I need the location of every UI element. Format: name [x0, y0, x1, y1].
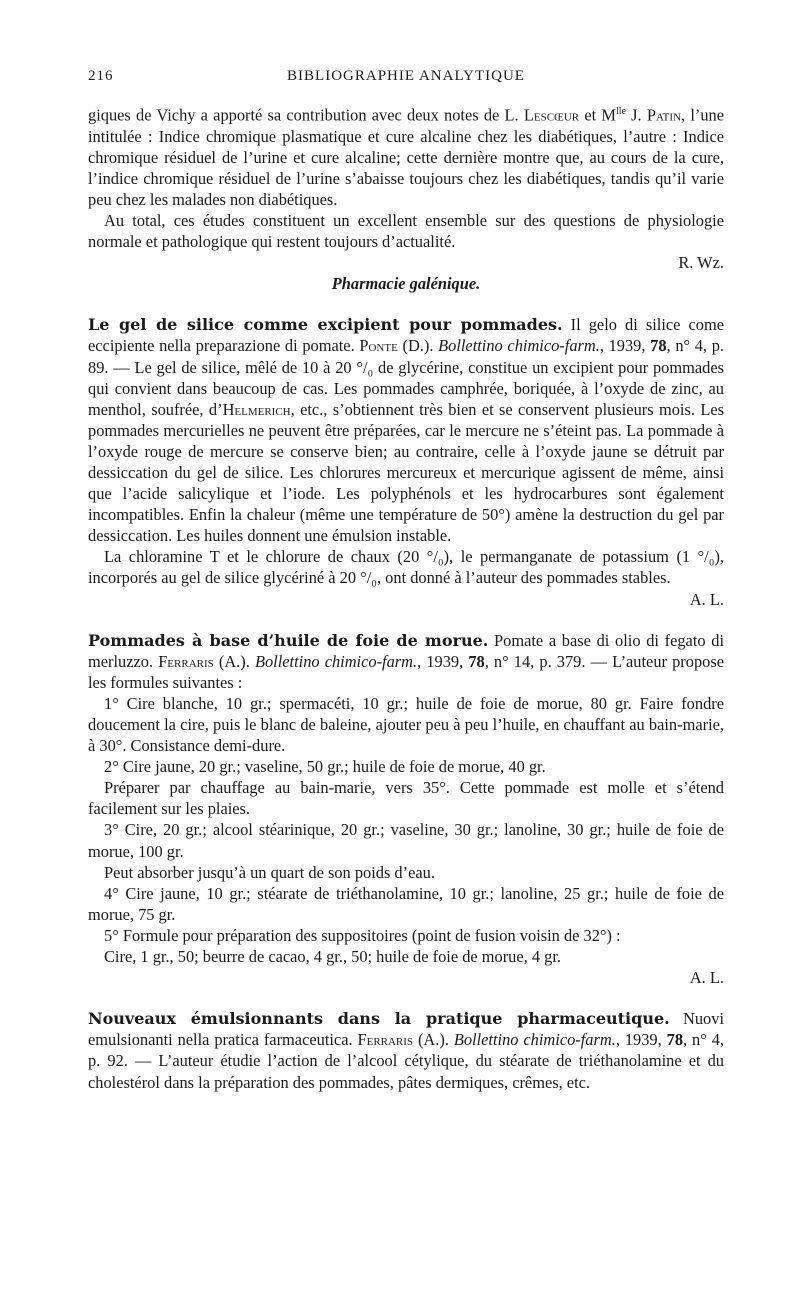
section-title: Pharmacie galénique.: [331, 274, 481, 294]
article-signature: A. L.: [689, 968, 724, 988]
page-number: 216: [88, 68, 114, 84]
formula-5: 5° Formule pour préparation des suppositoires (point de fusion voisin de 32°) :: [104, 925, 621, 945]
formula-5-detail: Cire, 1 gr., 50; beurre de cacao, 4 gr., 50; huile de foie de morue, 4 gr.: [104, 947, 561, 967]
article-title: Pommades à base d’huile de foie de morue.: [88, 630, 489, 650]
article-gel-silice: [88, 314, 724, 609]
article-title: Nouveaux émulsionnants dans la pratique pharmaceutique.: [88, 1009, 670, 1029]
article-paragraph: Pommades à base d’huile de foie de morue. Pomate a base di olio di fegato di merluzzo. Ferraris (A.). Bollettino chimico-farm., 1939, 78, n° 14, p. 379. — L’auteur propose les formules suivantes :: [88, 630, 725, 692]
formula-3-note: Peut absorber jusqu’à un quart de son poids d’eau.: [104, 862, 435, 882]
formula-4: 4° Cire jaune, 10 gr.; stéarate de triéthanolamine, 10 gr.; lanoline, 25 gr.; huile de foie de morue, 75 gr.: [88, 883, 724, 924]
intro-paragraph: giques de Vichy a apporté sa contribution avec deux notes de L. Lescœur et $M^{lle}$ J. Patin, l’une intitulée : Indice chromique plasmatique et cure alcaline chez les diabétiques, l’autre : Indice chromique résiduel de l’urine et cure alcaline; cette dernière montre que, au cours de la cure, l’indice chromique résiduel de l’urine s’abaisse toujours chez les diabétiques, tandis qu’il varie peu chez les malades non diabétiques.: [88, 105, 725, 209]
intro-signature: R. Wz.: [678, 253, 724, 273]
article-paragraph: La chloramine T et le chlorure de chaux (20 °/₀), le permanganate de potassium (1 °/₀), incorporés au gel de silice glycériné à 20 °/₀, ont donné à l’auteur des pommades stables.: [88, 547, 724, 588]
article-signature: A. L.: [689, 589, 724, 609]
article-paragraph: Le gel de silice comme excipient pour pommades. Il gelo di silice come eccipiente nella preparazione di pomate. Ponte (D.). Bollettino chimico-farm., 1939, 78, n° 4, p. 89. — Le gel de silice, mêlé de 10 à 20 °/₀ de glycérine, constitue un excipient pour pommades qui convient dans beaucoup de cas. Les pommades camphrée, boriquée, à l’oxyde de zinc, au menthol, soufrée, d’Helmerich, etc., s’obtiennent très bien et se conservent plusieurs mois. Les pommades mercurielles ne peuvent être préparées, car le mercure ne s’éteint pas. La pommade à l’oxyde rouge de mercure se conserve bien; au contraire, celle à l’oxyde jaune se détruit par dessiccation du gel de silice. Les chlorures mercureux et mercurique agissent de même, ainsi que l’acide salicylique et l’iode. Les polyphénols et les hydrocarbures sont également incompatibles. Enfin la chaleur (même une température de 50°) amène la destruction du gel par dessiccation. Les huiles donnent une émulsion instable.: [88, 315, 724, 546]
page-header: [88, 68, 724, 92]
running-title: BIBLIOGRAPHIE ANALYTIQUE: [287, 68, 525, 84]
formula-2-note: Préparer par chauffage au bain-marie, vers 35°. Cette pommade est molle et s’étend facilement sur les plaies.: [88, 778, 724, 819]
article-huile-foie-morue: [88, 630, 724, 989]
article-title: Le gel de silice comme excipient pour pommades.: [88, 315, 563, 335]
article-paragraph: Nouveaux émulsionnants dans la pratique pharmaceutique. Nuovi emulsionanti nella pratica farmaceutica. Ferraris (A.). Bollettino chimico-farm., 1939, 78, n° 4, p. 92. — L’auteur étudie l’action de l’alcool cétylique, du stéarate de triéthanolamine et du cholestérol dans la préparation des pommades, pâtes dermiques, crêmes, etc.: [88, 1009, 725, 1092]
formula-1: 1° Cire blanche, 10 gr.; spermacéti, 10 gr.; huile de foie de morue, 80 gr. Faire fondre doucement la cire, puis le blanc de baleine, ajouter peu à peu l’huile, en chauffant au bain-marie, à 30°. Consistance demi-dure.: [88, 693, 724, 756]
formula-3: 3° Cire, 20 gr.; alcool stéarinique, 20 gr.; vaseline, 30 gr.; lanoline, 30 gr.; huile de foie de morue, 100 gr.: [88, 820, 724, 861]
intro-conclusion: Au total, ces études constituent un excellent ensemble sur des questions de physiologie normale et pathologique qui restent toujours d’actualité.: [88, 210, 724, 252]
article-emulsionnants: [88, 1008, 724, 1092]
formula-2: 2° Cire jaune, 20 gr.; vaseline, 50 gr.; huile de foie de morue, 40 gr.: [104, 757, 546, 777]
page-body: [88, 101, 724, 1093]
